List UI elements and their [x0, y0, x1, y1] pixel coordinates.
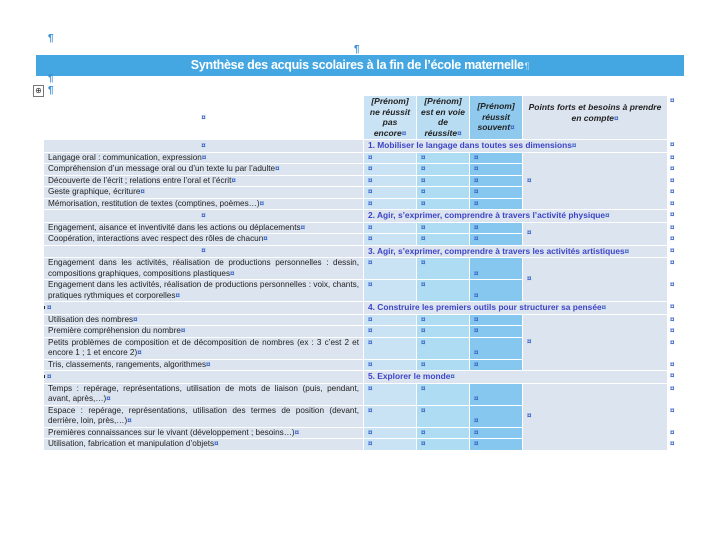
cell-end-mark: ¤: [421, 326, 426, 335]
row-end-mark-glyph: ¤: [670, 245, 675, 255]
cell-end-mark: ¤: [201, 210, 206, 220]
section-title: 1. Mobiliser le langage dans toutes ses dimensions: [368, 140, 572, 150]
row-end-mark-glyph: ¤: [670, 359, 675, 369]
strengths-needs-cell[interactable]: [523, 223, 667, 245]
competency-label: Utilisation des nombres: [48, 314, 134, 324]
section-title-cell: [364, 246, 667, 258]
assessment-cell-col3[interactable]: [470, 234, 522, 245]
competency-label-cell: [44, 439, 363, 450]
row-end-mark: [668, 280, 678, 301]
assessment-table: [43, 95, 679, 451]
assessment-cell-col1[interactable]: [364, 280, 416, 301]
assessment-cell-col1[interactable]: [364, 153, 416, 164]
assessment-cell-col2[interactable]: [417, 384, 469, 405]
section-row: [44, 246, 678, 258]
competency-label-cell: [44, 234, 363, 245]
cell-end-mark: ¤: [294, 427, 300, 437]
section-title-cell: [364, 140, 667, 152]
row-end-mark: [668, 439, 678, 450]
row-end-mark: [668, 384, 678, 405]
cell-end-mark: ¤: [133, 314, 138, 324]
assessment-cell-col1[interactable]: [364, 439, 416, 450]
cell-end-mark: ¤: [201, 246, 206, 255]
row-end-mark: [668, 187, 678, 198]
assessment-cell-col2[interactable]: [417, 258, 469, 279]
row-end-mark: [668, 153, 678, 164]
cell-end-mark: ¤: [421, 314, 426, 324]
cell-end-mark: ¤: [527, 337, 532, 346]
assessment-cell-col3[interactable]: [470, 223, 522, 234]
cell-end-mark: ¤: [527, 228, 532, 238]
assessment-cell-col1[interactable]: [364, 234, 416, 245]
cell-end-mark: ¤: [421, 383, 426, 393]
cell-end-mark: ¤: [368, 359, 373, 369]
row-end-mark: [668, 360, 678, 371]
cell-end-mark: ¤: [201, 140, 206, 150]
competency-label: Langage oral : communication, expression: [48, 152, 202, 162]
cell-end-mark: ¤: [368, 314, 373, 324]
assessment-cell-col1[interactable]: [364, 164, 416, 175]
section-left-cell: [44, 246, 363, 258]
row-end-mark-glyph: ¤: [670, 198, 675, 208]
row-end-mark-glyph: ¤: [670, 314, 675, 324]
header-col1: [364, 96, 416, 139]
competency-label-cell: [44, 360, 363, 371]
assessment-cell-col2[interactable]: [417, 176, 469, 187]
cell-end-mark: ¤: [368, 383, 373, 393]
cell-end-mark: ¤: [368, 187, 373, 196]
row-end-mark-glyph: ¤: [670, 405, 675, 415]
cell-end-mark: ¤: [106, 394, 111, 403]
assessment-cell-col2[interactable]: [417, 315, 469, 326]
strengths-needs-cell[interactable]: [523, 258, 667, 301]
row-end-mark-glyph: ¤: [670, 371, 675, 380]
assessment-cell-col2[interactable]: [417, 164, 469, 175]
cell-end-mark: ¤: [450, 372, 455, 381]
competency-label: Engagement dans les activités, réalisation de productions personnelles : dessin, compositions graphiques, compositions plastiques: [48, 258, 359, 278]
paragraph-mark: ¶: [48, 33, 54, 44]
cell-end-mark: ¤: [624, 246, 630, 256]
header-col4: [523, 96, 667, 139]
header-col3-label: [Prénom] réussit souvent: [477, 101, 515, 133]
assessment-cell-col2[interactable]: [417, 234, 469, 245]
header-row: [44, 96, 678, 139]
row-end-mark: [668, 406, 678, 427]
cell-end-mark: ¤: [474, 290, 479, 300]
table-row: [44, 315, 678, 326]
row-end-mark: [668, 302, 678, 314]
assessment-cell-col1[interactable]: [364, 199, 416, 210]
cell-end-mark: ¤: [368, 234, 373, 243]
cell-end-mark: ¤: [214, 439, 219, 448]
assessment-cell-col2[interactable]: [417, 406, 469, 427]
assessment-cell-col3[interactable]: [470, 406, 522, 427]
assessment-cell-col1[interactable]: [364, 326, 416, 337]
cell-end-mark: ¤: [47, 371, 52, 381]
competency-label: Premières connaissances sur le vivant (développement ; besoins…): [48, 427, 295, 437]
row-end-mark-glyph: ¤: [670, 210, 675, 219]
header-col3: [470, 96, 522, 139]
row-end-mark-glyph: ¤: [670, 96, 675, 105]
assessment-cell-col3[interactable]: [470, 338, 522, 359]
assessment-cell-col1[interactable]: [364, 406, 416, 427]
assessment-cell-col1[interactable]: [364, 338, 416, 359]
assessment-cell-col1[interactable]: [364, 258, 416, 279]
row-end-mark-glyph: ¤: [670, 337, 675, 347]
document-title-text: Synthèse des acquis scolaires à la fin de l’école maternelle: [190, 58, 524, 72]
table-row: [44, 384, 678, 405]
competency-label-cell: [44, 338, 363, 359]
cell-end-mark: ¤: [368, 427, 373, 437]
row-end-mark: [668, 210, 678, 222]
competency-label-cell: [44, 258, 363, 279]
strengths-needs-cell[interactable]: [523, 315, 667, 371]
competency-label-cell: [44, 153, 363, 164]
cell-end-mark: ¤: [127, 416, 132, 425]
cell-end-mark: ¤: [421, 337, 426, 347]
section-row: [44, 302, 678, 314]
cell-end-mark: ¤: [527, 411, 532, 421]
row-end-mark: [668, 246, 678, 258]
assessment-cell-col3[interactable]: [470, 199, 522, 210]
paragraph-mark: ¶: [48, 73, 54, 84]
cell-end-mark: ¤: [605, 211, 610, 220]
row-end-mark-glyph: ¤: [670, 302, 675, 311]
competency-label: Première compréhension du nombre: [48, 326, 181, 335]
assessment-cell-col1[interactable]: [364, 384, 416, 405]
assessment-cell-col1[interactable]: [364, 360, 416, 371]
cell-end-mark: ¤: [421, 359, 426, 369]
cell-end-mark: ¤: [259, 198, 265, 208]
competency-label-cell: [44, 384, 363, 405]
assessment-cell-col1[interactable]: [364, 187, 416, 198]
assessment-cell-col2[interactable]: [417, 280, 469, 301]
cell-end-mark: ¤: [421, 222, 426, 232]
cell-end-mark: ¤: [527, 274, 532, 284]
paragraph-mark: ¶: [354, 44, 360, 55]
cell-end-mark: ¤: [368, 439, 373, 448]
assessment-cell-col2[interactable]: [417, 199, 469, 210]
competency-label: Mémorisation, restitution de textes (comptines, poèmes…): [48, 198, 260, 208]
row-end-mark-glyph: ¤: [670, 280, 675, 289]
section-row: [44, 140, 678, 152]
cell-end-mark: ¤: [474, 164, 479, 173]
cell-end-mark: ¤: [230, 268, 235, 278]
cell-end-mark: ¤: [368, 198, 373, 208]
document-title: [36, 55, 684, 76]
cell-end-mark: ¤: [474, 234, 479, 243]
row-end-mark: [668, 140, 678, 152]
row-end-mark: [668, 315, 678, 326]
cell-end-mark: ¤: [527, 175, 532, 185]
cell-end-mark: ¤: [368, 164, 373, 173]
cell-end-mark: ¤: [47, 302, 52, 312]
cell-end-mark: ¤: [421, 405, 426, 415]
cell-end-mark: ¤: [474, 222, 479, 232]
cell-end-mark: ¤: [474, 152, 479, 162]
assessment-cell-col3[interactable]: [470, 280, 522, 301]
row-end-mark-glyph: ¤: [670, 152, 675, 162]
cell-end-mark: ¤: [474, 326, 479, 335]
assessment-cell-col3[interactable]: [470, 153, 522, 164]
header-col2: [417, 96, 469, 139]
strengths-needs-cell[interactable]: [523, 153, 667, 210]
competency-label-cell: [44, 176, 363, 187]
competency-label-cell: [44, 428, 363, 439]
assessment-cell-col2[interactable]: [417, 153, 469, 164]
table-row: [44, 258, 678, 279]
cell-end-mark: ¤: [368, 222, 373, 232]
cell-end-mark: ¤: [421, 234, 426, 243]
cell-end-mark: ¤: [140, 187, 145, 196]
competency-label-cell: [44, 326, 363, 337]
assessment-cell-col1[interactable]: [364, 315, 416, 326]
cell-end-mark: ¤: [571, 141, 577, 150]
cell-end-mark: ¤: [180, 326, 186, 335]
competency-label: Compréhension d’un message oral ou d’un texte lu par l’adulte: [48, 164, 276, 173]
cell-end-mark: ¤: [137, 348, 142, 357]
section-left-cell: [44, 371, 363, 383]
cell-end-mark: ¤: [421, 187, 426, 196]
cell-end-mark: ¤: [474, 359, 479, 369]
competency-label-cell: [44, 223, 363, 234]
row-end-mark-glyph: ¤: [670, 439, 675, 448]
cell-end-mark: ¤: [614, 113, 619, 123]
competency-label-cell: [44, 199, 363, 210]
cell-end-mark: ¤: [368, 326, 373, 335]
table-row: [44, 223, 678, 234]
assessment-cell-col2[interactable]: [417, 428, 469, 439]
competency-label: Geste graphique, écriture: [48, 187, 141, 196]
header-col2-label: [Prénom] est en voie de réussite: [421, 96, 465, 138]
cell-end-mark: ¤: [300, 222, 306, 232]
header-blank-cell: [44, 96, 363, 139]
row-end-mark: [668, 326, 678, 337]
assessment-cell-col3[interactable]: [470, 315, 522, 326]
cell-end-mark: ¤: [368, 152, 373, 162]
competency-label: Tris, classements, rangements, algorithmes: [48, 359, 207, 369]
competency-label: Engagement dans les activités, réalisation de productions personnelles : voix, chants, pratiques rythmiques et corporelles: [48, 280, 359, 300]
assessment-cell-col3[interactable]: [470, 164, 522, 175]
cell-end-mark: ¤: [474, 187, 479, 196]
cell-end-mark: ¤: [474, 394, 479, 403]
cell-end-mark: ¤: [368, 258, 373, 267]
row-end-mark: [668, 96, 678, 139]
bullet-marker: [44, 306, 45, 309]
paragraph-mark: ¶: [48, 85, 54, 96]
paragraph-mark: ¶: [524, 61, 530, 71]
assessment-cell-col2[interactable]: [417, 326, 469, 337]
section-left-cell: [44, 140, 363, 152]
row-end-mark: [668, 428, 678, 439]
table-row: [44, 153, 678, 164]
assessment-cell-col3[interactable]: [470, 384, 522, 405]
cell-end-mark: ¤: [368, 337, 373, 347]
section-left-cell: [44, 210, 363, 222]
cell-end-mark: ¤: [201, 112, 206, 122]
assessment-cell-col1[interactable]: [364, 176, 416, 187]
row-end-mark: [668, 338, 678, 359]
row-end-mark-glyph: ¤: [670, 383, 675, 393]
assessment-cell-col1[interactable]: [364, 223, 416, 234]
assessment-cell-col2[interactable]: [417, 187, 469, 198]
cell-end-mark: ¤: [231, 175, 236, 185]
competency-label: Découverte de l’écrit ; relations entre l’oral et l’écrit: [48, 175, 232, 185]
cell-end-mark: ¤: [421, 164, 426, 173]
competency-label-cell: [44, 164, 363, 175]
row-end-mark-glyph: ¤: [670, 222, 675, 232]
assessment-cell-col3[interactable]: [470, 176, 522, 187]
cell-end-mark: ¤: [206, 359, 211, 369]
row-end-mark: [668, 199, 678, 210]
row-end-mark: [668, 176, 678, 187]
section-title: 3. Agir, s’exprimer, comprendre à travers les activités artistiques: [368, 245, 625, 256]
assessment-cell-col2[interactable]: [417, 338, 469, 359]
cell-end-mark: ¤: [474, 314, 479, 324]
competency-label-cell: [44, 315, 363, 326]
cell-end-mark: ¤: [474, 348, 479, 357]
competency-label: Temps : repérage, représentations, utilisation de mots de liaison (puis, pendant, avant, après,…): [48, 383, 359, 403]
section-title-cell: [364, 371, 667, 383]
header-col1-label: [Prénom] ne réussit pas encore: [369, 96, 411, 138]
competency-label: Espace : repérage, représentations, utilisation des termes de position (devant, derrière, loin, près,…): [48, 405, 359, 425]
row-end-mark-glyph: ¤: [670, 326, 675, 335]
row-end-mark-glyph: ¤: [670, 164, 675, 173]
competency-label: Engagement, aisance et inventivité dans les actions ou déplacements: [48, 222, 301, 232]
competency-label-cell: [44, 280, 363, 301]
cell-end-mark: ¤: [457, 128, 462, 138]
competency-label: Petits problèmes de composition et de décomposition de nombres (ex : 3 c’est 2 et encore 1 ; 1 et encore 2): [48, 337, 359, 357]
cell-end-mark: ¤: [263, 234, 268, 243]
assessment-cell-col3[interactable]: [470, 187, 522, 198]
row-end-mark: [668, 234, 678, 245]
section-row: [44, 371, 678, 383]
assessment-cell-col2[interactable]: [417, 439, 469, 450]
cell-end-mark: ¤: [474, 416, 479, 425]
section-title-cell: [364, 210, 667, 222]
row-end-mark: [668, 223, 678, 234]
cell-end-mark: ¤: [474, 175, 479, 185]
row-end-mark-glyph: ¤: [670, 175, 675, 185]
row-end-mark: [668, 258, 678, 279]
cell-end-mark: ¤: [401, 128, 407, 138]
row-end-mark-glyph: ¤: [670, 427, 675, 437]
cell-end-mark: ¤: [474, 268, 479, 278]
cell-end-mark: ¤: [368, 405, 373, 415]
cell-end-mark: ¤: [421, 427, 426, 437]
row-end-mark-glyph: ¤: [670, 258, 675, 267]
cell-end-mark: ¤: [474, 439, 479, 448]
assessment-cell-col3[interactable]: [470, 326, 522, 337]
cell-end-mark: ¤: [421, 439, 426, 448]
assessment-cell-col3[interactable]: [470, 428, 522, 439]
assessment-cell-col3[interactable]: [470, 439, 522, 450]
competency-label-cell: [44, 187, 363, 198]
strengths-needs-cell[interactable]: [523, 384, 667, 450]
cell-end-mark: ¤: [421, 280, 426, 289]
cell-end-mark: ¤: [474, 427, 479, 437]
cell-end-mark: ¤: [421, 258, 426, 267]
row-end-mark-glyph: ¤: [670, 234, 675, 243]
assessment-cell-col1[interactable]: [364, 428, 416, 439]
assessment-cell-col2[interactable]: [417, 223, 469, 234]
section-title: 4. Construire les premiers outils pour structurer sa pensée: [368, 302, 602, 312]
competency-label: Utilisation, fabrication et manipulation d’objets: [48, 439, 215, 448]
section-title-cell: [364, 302, 667, 314]
table-move-handle-icon[interactable]: ⊕: [33, 85, 44, 97]
section-title: 2. Agir, s’exprimer, comprendre à travers l’activité physique: [368, 210, 606, 220]
cell-end-mark: ¤: [368, 175, 373, 185]
assessment-cell-col2[interactable]: [417, 360, 469, 371]
cell-end-mark: ¤: [601, 303, 607, 312]
cell-end-mark: ¤: [510, 123, 515, 133]
row-end-mark: [668, 164, 678, 175]
competency-label: Coopération, interactions avec respect des rôles de chacun: [48, 234, 264, 243]
competency-label-cell: [44, 406, 363, 427]
row-end-mark: [668, 371, 678, 383]
section-title: 5. Explorer le monde: [368, 371, 451, 381]
section-left-cell: [44, 302, 363, 314]
cell-end-mark: ¤: [201, 152, 207, 162]
cell-end-mark: ¤: [421, 152, 426, 162]
cell-end-mark: ¤: [175, 290, 180, 300]
row-end-mark-glyph: ¤: [670, 187, 675, 196]
bullet-marker: [44, 375, 45, 378]
row-end-mark-glyph: ¤: [670, 140, 675, 149]
cell-end-mark: ¤: [474, 198, 479, 208]
assessment-cell-col3[interactable]: [470, 360, 522, 371]
section-row: [44, 210, 678, 222]
assessment-cell-col3[interactable]: [470, 258, 522, 279]
cell-end-mark: ¤: [275, 164, 280, 173]
cell-end-mark: ¤: [421, 175, 426, 185]
header-col4-label: Points forts et besoins à prendre en compte: [528, 102, 662, 123]
cell-end-mark: ¤: [421, 198, 426, 208]
cell-end-mark: ¤: [368, 280, 373, 289]
